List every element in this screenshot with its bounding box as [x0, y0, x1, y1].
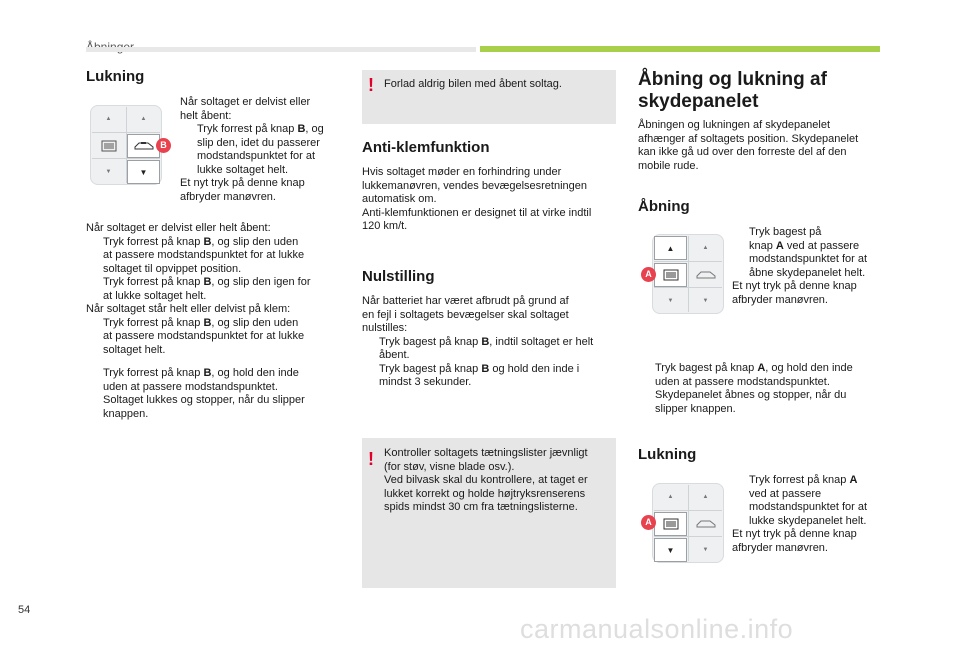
section-heading-lukning-panel: Lukning — [638, 446, 697, 463]
section-heading-nulstilling: Nulstilling — [362, 268, 435, 285]
roof-control-panel-open — [652, 234, 724, 314]
up-arrow-icon: ▲ — [140, 116, 147, 122]
roof-control-panel — [90, 105, 162, 185]
watermark: carmanualsonline.info — [520, 614, 794, 644]
up-arrow-icon: ▲ — [702, 245, 709, 251]
section-heading-skydepanel: Åbning og lukning af skydepanelet — [638, 69, 827, 112]
warning-icon: ! — [368, 449, 374, 469]
page-number: 54 — [18, 604, 31, 616]
close-hold-instructions: Tryk forrest på knap B, og hold den inde uden at passere modstandspunktet. Soltaget lukkes og stopper, når du slipper knappen. — [103, 367, 305, 420]
header-rule-green — [480, 46, 880, 52]
callout-badge-a: A — [641, 515, 656, 530]
down-arrow-icon: ▼ — [139, 167, 148, 177]
section-heading-anti-klem: Anti-klemfunktion — [362, 139, 490, 156]
roof-control-panel-close — [652, 483, 724, 563]
car-roof-icon — [133, 140, 155, 152]
sunblind-icon — [101, 140, 117, 152]
down-arrow-icon: ▼ — [105, 169, 112, 175]
roof-button-a[interactable] — [654, 263, 687, 287]
down-arrow-icon: ▼ — [702, 547, 709, 553]
up-arrow-icon: ▲ — [105, 116, 112, 122]
up-arrow-icon: ▲ — [702, 494, 709, 500]
callout-badge-b: B — [156, 138, 171, 153]
car-roof-icon — [695, 269, 717, 281]
callout-badge-a: A — [641, 267, 656, 282]
down-arrow-icon: ▼ — [702, 298, 709, 304]
up-arrow-icon: ▲ — [666, 243, 675, 253]
side-text-open-panel: Tryk bagest på knap A ved at passere modstandspunktet for at åbne skydepanelet helt. Et nyt tryk på denne knap afbryder manøvren. — [732, 226, 868, 306]
roof-button-a[interactable] — [654, 512, 687, 536]
car-roof-icon — [695, 518, 717, 530]
down-arrow-icon: ▼ — [667, 298, 674, 304]
section-heading-abning: Åbning — [638, 198, 690, 215]
side-text-close-panel: Tryk forrest på knap A ved at passere modstandspunktet for at lukke skydepanelet helt. Et nyt tryk på denne knap afbryder manøvren. — [732, 474, 868, 554]
sunblind-icon — [663, 269, 679, 281]
nulstilling-text: Når batteriet har været afbrudt på grund af en fejl i soltagets bevægelser skal soltaget nulstilles: Tryk bagest på knap B, indtil soltaget er helt åbent. Tryk bagest på knap B og hold den inde i mindst 3 sekunder. — [362, 295, 594, 388]
warning-note-open-roof: ! Forlad aldrig bilen med åbent soltag. — [362, 70, 616, 124]
warning-icon: ! — [368, 75, 374, 95]
sunblind-icon — [663, 518, 679, 530]
down-arrow-icon: ▼ — [666, 545, 675, 555]
open-hold-instructions: Tryk bagest på knap A, og hold den inde uden at passere modstandspunktet. Skydepanelet åbnes og stopper, når du slipper knappen. — [655, 362, 853, 415]
header-rule-grey — [86, 47, 476, 52]
close-instructions: Når soltaget er delvist eller helt åbent: Tryk forrest på knap B, og slip den uden at passere modstandspunktet for at lukke soltaget til opvippet position. Tryk forrest på knap B, og slip den igen for at lukke soltaget helt. Når soltaget står helt eller delvist på klem: Tryk forrest på knap B, og slip den uden at passere modstandspunktet for at lukke soltaget helt. — [86, 222, 311, 356]
anti-klem-text: Hvis soltaget møder en forhindring under lukkemanøvren, vendes bevægelsesretningen automatisk om. Anti-klemfunktionen er designet til at virke indtil 120 km/t. — [362, 166, 592, 232]
up-arrow-icon: ▲ — [667, 494, 674, 500]
section-heading-lukning: Lukning — [86, 68, 145, 85]
side-text-close-sunroof: Når soltaget er delvist eller helt åbent: Tryk forrest på knap B, og slip den, idet du passerer modstandspunktet for at lukke soltaget helt. Et nyt tryk på denne knap afbryder manøvren. — [180, 96, 324, 203]
skydepanel-intro: Åbningen og lukningen af skydepanelet afhænger af soltagets position. Skydepanelet kan ikke gå ud over den forreste del af den mobile rude. — [638, 119, 859, 172]
warning-note-seals: ! Kontroller soltagets tætningslister jævnligt (for støv, visne blade osv.). Ved bilvask skal du kontrollere, at taget er lukket korrekt og holde højtryksrenserens spids mindst 30 cm fra tætningslisterne. — [362, 438, 616, 588]
